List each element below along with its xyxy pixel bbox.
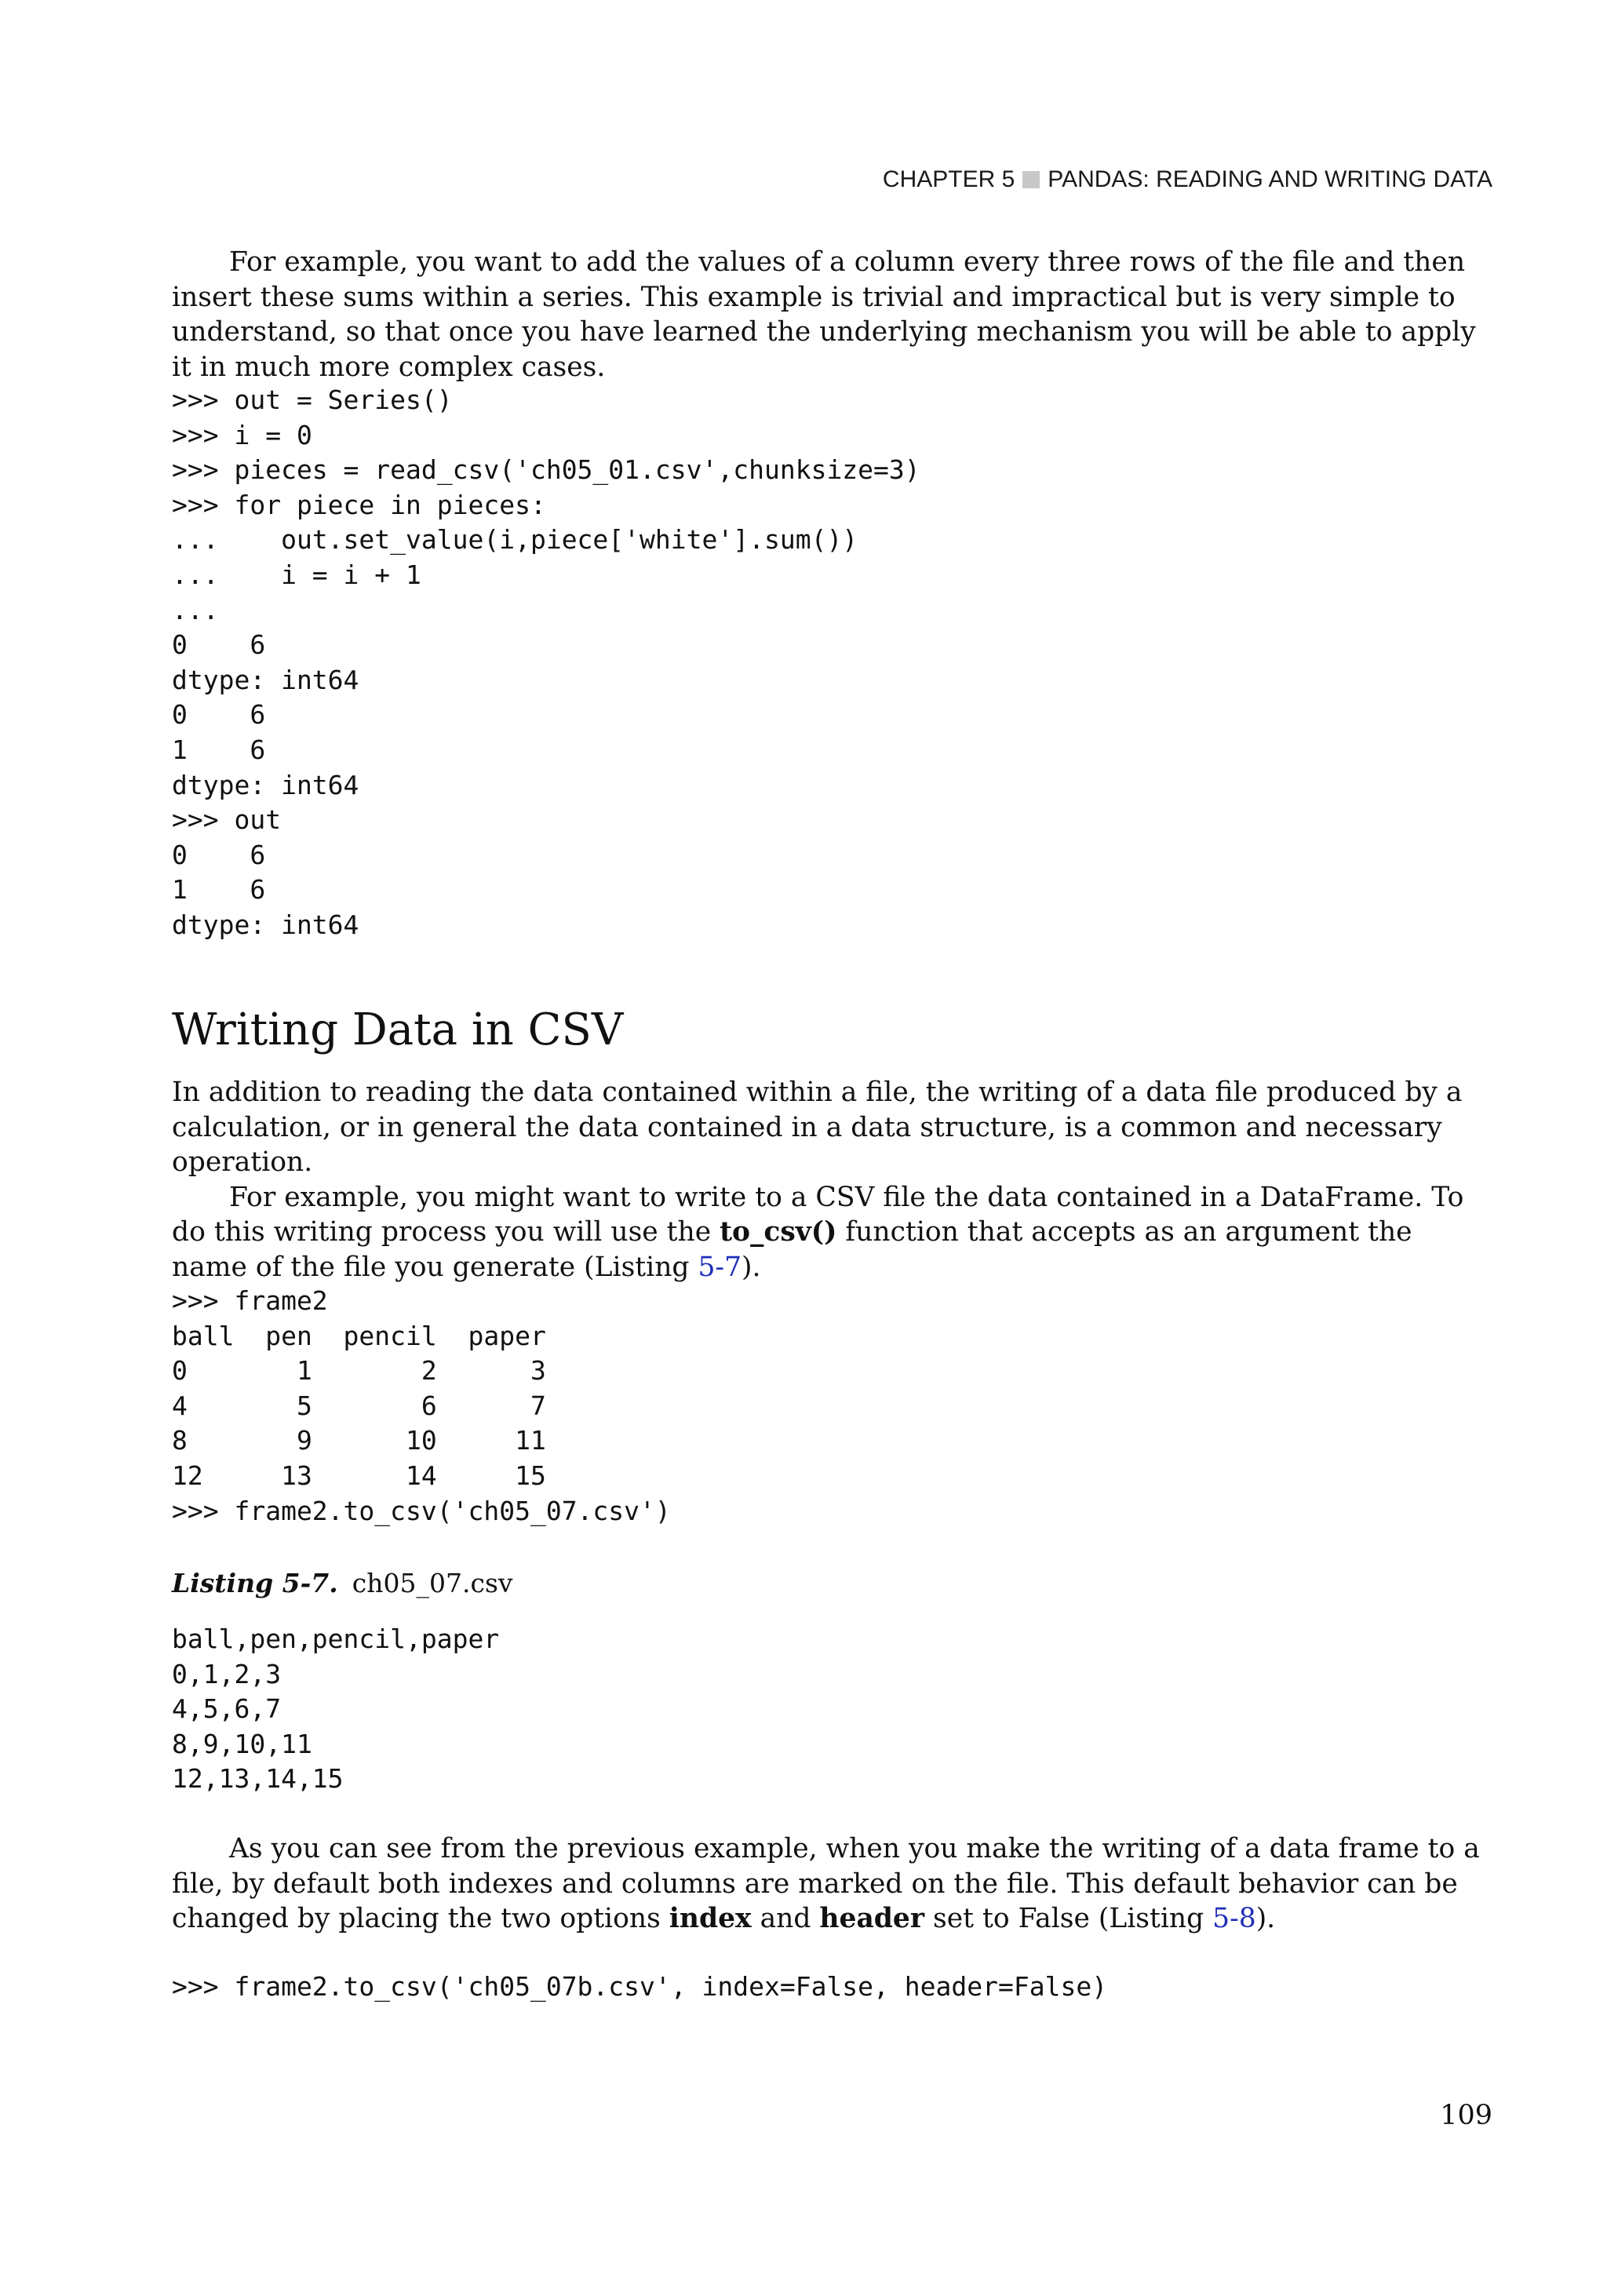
options-paragraph: As you can see from the previous example, when you make the writing of a data frame to a file, by default both indexes and columns are marked on the file. This default behavior can be changed by placing the two options index and header set to False (Listing 5-8). [172,1833,1480,1934]
header-option: header [819,1903,925,1934]
separator-square-icon [1022,171,1040,188]
listing-filename: ch05_07.csv [352,1568,513,1598]
writing-paragraph: In addition to reading the data contained within a file, the writing of a data file produced by a calculation, or in general the data contained in a data structure, is a common and necessary operation. [172,1077,1463,1178]
chapter-label: CHAPTER 5 [882,166,1015,192]
index-option: index [669,1903,752,1934]
page-number: 109 [1440,2100,1492,2131]
options-paragraph-block [172,1831,1492,1937]
running-header [883,166,1492,193]
code-block-csv-output: ball,pen,pencil,paper 0,1,2,3 4,5,6,7 8,9,10,11 12,13,14,15 [172,1624,500,1795]
listing-5-7-link[interactable]: 5-7 [698,1251,742,1283]
listing-5-8-link[interactable]: 5-8 [1212,1903,1256,1934]
code-block-frame2: >>> frame2 ball pen pencil paper 0 1 2 3 4 5 6 7 8 9 10 11 12 13 14 15 >>> frame2.to_csv('ch05_07.csv') [172,1285,671,1526]
section-title: Writing Data in CSV [172,1004,624,1055]
chapter-title: PANDAS: READING AND WRITING DATA [1048,166,1492,192]
to-csv-paragraph: For example, you might want to write to a CSV file the data contained in a DataFrame. To do this writing process you will use the to_csv() function that accepts as an argument the name of the file you generate (Listing 5-7). [172,1181,1464,1283]
listing-caption [172,1566,513,1601]
writing-intro-block [172,1075,1492,1285]
to-csv-function: to_csv() [720,1216,837,1248]
listing-label: Listing 5-7. [172,1568,338,1598]
intro-paragraph-block [172,245,1492,384]
code-block-to-csv-options: >>> frame2.to_csv('ch05_07b.csv', index=False, header=False) [172,1971,1108,2002]
code-block-chunk-sum: >>> out = Series() >>> i = 0 >>> pieces = read_csv('ch05_01.csv',chunksize=3) >>> for piece in pieces: ... out.set_value(i,piece['white'].sum()) ... i = i + 1 ... 0 6 dtype: int64 0 6 1 6 dtype: int64 >>> out 0 6 1 6 dtype: int64 [172,384,920,940]
intro-paragraph: For example, you want to add the values of a column every three rows of the file and then insert these sums within a series. This example is trivial and impractical but is very simple to understand, so that once you have learned the underlying mechanism you will be able to apply it in much more complex cases. [172,246,1476,383]
